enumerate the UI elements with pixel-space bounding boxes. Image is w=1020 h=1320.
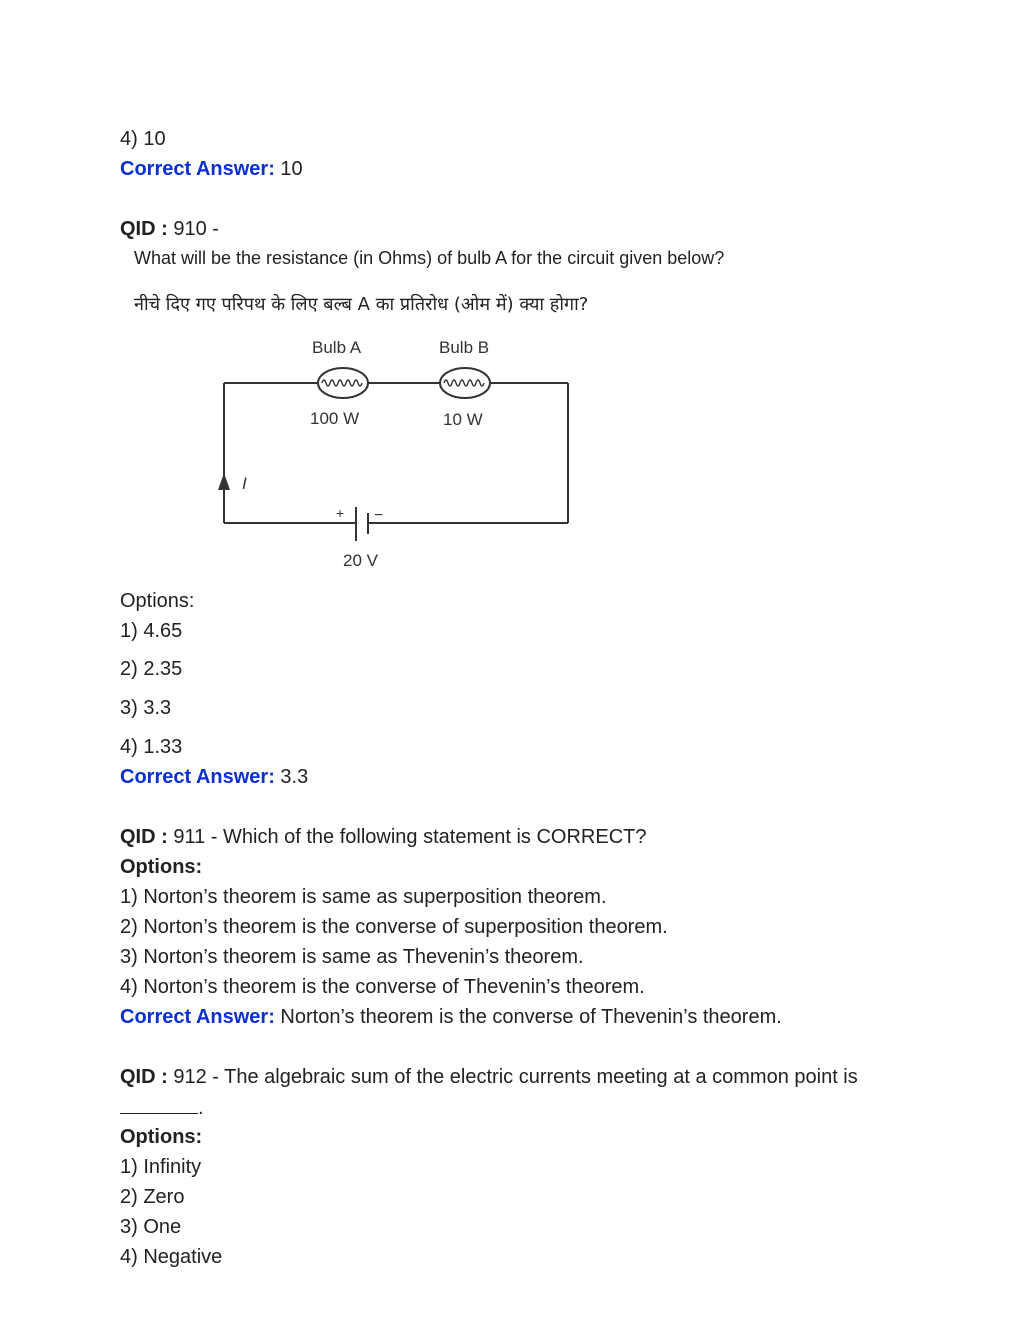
options-label: Options:: [120, 590, 195, 612]
options-label: Options:: [120, 1126, 203, 1148]
option-3: 3) 3.3: [120, 697, 172, 719]
question-blank: [120, 1095, 204, 1120]
bulb-a-label: Bulb A: [312, 338, 362, 357]
correct-answer-label: Correct Answer:: [120, 1006, 275, 1028]
option-1: 1) Norton’s theorem is same as superposition theorem.: [120, 886, 607, 908]
battery-minus: −: [374, 507, 384, 524]
correct-answer-label: Correct Answer:: [120, 158, 275, 180]
battery-voltage: 20 V: [343, 551, 378, 570]
correct-answer-value: 10: [280, 158, 303, 180]
correct-answer-label: Correct Answer:: [120, 766, 275, 788]
q911-correct-answer: [120, 1005, 782, 1029]
qid-label: QID :: [120, 826, 168, 848]
option-1: 1) 4.65: [120, 620, 183, 642]
bulb-b-icon: [440, 368, 490, 398]
qid-910-header: [120, 217, 219, 241]
battery-plus: +: [336, 505, 345, 521]
q910-correct-answer: [120, 765, 308, 789]
qid-912-header: [120, 1065, 858, 1089]
qid-question: 912 - The algebraic sum of the electric currents meeting at a common point is: [173, 1066, 858, 1088]
question-hindi: नीचे दिए गए परिपथ के लिए बल्ब A का प्रतिरोध (ओम में) क्या होगा?: [134, 294, 589, 315]
qid-label: QID :: [120, 1066, 168, 1088]
options-label: Options:: [120, 856, 203, 878]
blank-line: [120, 1095, 198, 1114]
qid-911-header: [120, 825, 647, 849]
option-4: 4) Negative: [120, 1246, 223, 1268]
blank-end: .: [198, 1097, 204, 1119]
battery-icon: [356, 507, 368, 541]
prev-correct-answer: [120, 157, 303, 181]
circuit-wires: [224, 383, 568, 523]
option-1: 1) Infinity: [120, 1156, 202, 1178]
option-3: 3) One: [120, 1216, 182, 1238]
current-arrow-icon: [218, 473, 230, 490]
qid-label: QID :: [120, 218, 168, 240]
question-english: What will be the resistance (in Ohms) of bulb A for the circuit given below?: [134, 248, 725, 268]
option-4: 4) Norton’s theorem is the converse of Thevenin’s theorem.: [120, 976, 645, 998]
correct-answer-value: 3.3: [280, 766, 309, 788]
option-2: 2) Norton’s theorem is the converse of superposition theorem.: [120, 916, 668, 938]
qid-number: 910 -: [173, 218, 219, 240]
bulb-b-power: 10 W: [443, 410, 483, 429]
bulb-a-icon: [318, 368, 368, 398]
current-label: I: [242, 474, 247, 493]
option-2: 2) Zero: [120, 1186, 185, 1208]
prev-option-4: 4) 10: [120, 128, 166, 150]
option-4: 4) 1.33: [120, 736, 183, 758]
bulb-a-power: 100 W: [310, 409, 360, 428]
circuit-diagram: [0, 330, 1020, 590]
bulb-b-label: Bulb B: [439, 338, 490, 357]
option-2: 2) 2.35: [120, 658, 183, 680]
qid-question: 911 - Which of the following statement is CORRECT?: [173, 826, 647, 848]
option-3: 3) Norton’s theorem is same as Thevenin’s theorem.: [120, 946, 584, 968]
correct-answer-value: Norton’s theorem is the converse of Thevenin’s theorem.: [280, 1006, 782, 1028]
